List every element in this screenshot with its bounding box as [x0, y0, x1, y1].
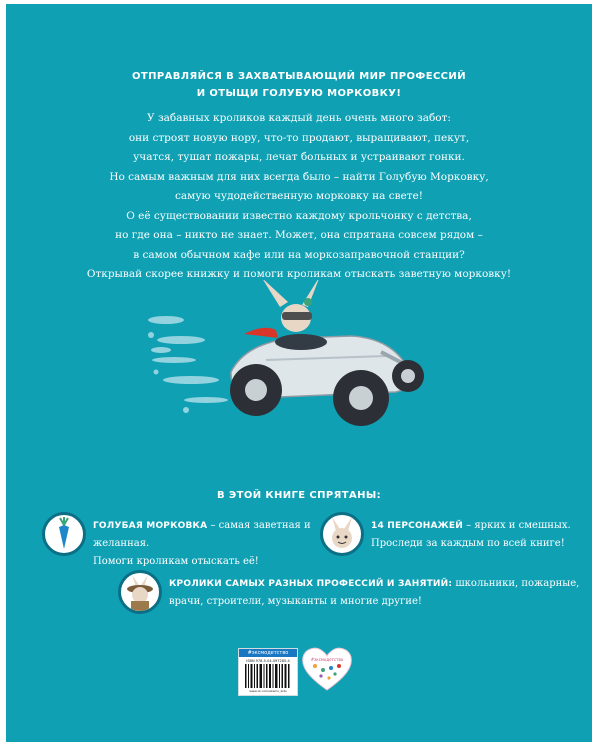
- back-cover: [6, 4, 592, 742]
- headline-line-2: И ОТЫЩИ ГОЛУБУЮ МОРКОВКУ!: [196, 88, 402, 99]
- isbn-text: ISBN 978-5-04-097285-4: [246, 659, 290, 663]
- feature-carrot: [93, 517, 328, 571]
- feature-carrot-line1: [93, 517, 328, 553]
- feature-carrot-text: – самая заветная и желанная.: [93, 520, 311, 549]
- headline-line-1: ОТПРАВЛЯЙСЯ В ЗАХВАТЫВАЮЩИЙ МИР ПРОФЕССИЙ: [132, 71, 466, 82]
- feature-carrot-highlight: ГОЛУБАЯ МОРКОВКА: [93, 521, 208, 531]
- feature-characters: [371, 517, 596, 553]
- intro-line: У забавных кроликов каждый день очень много забот:: [147, 112, 451, 124]
- speed-trails: [148, 316, 228, 413]
- feature-characters-highlight: 14 ПЕРСОНАЖЕЙ: [371, 521, 463, 531]
- blue-carrot-icon: [42, 512, 86, 556]
- vk-link-text: www.vk.com/eksmo_kids: [249, 689, 287, 693]
- intro-line: самую чудодейственную морковку на свете!: [175, 190, 423, 202]
- barcode-icon: [245, 664, 291, 688]
- race-car-illustration: [146, 280, 436, 450]
- publisher-logo: #эксмодетство: [239, 649, 297, 657]
- intro-line: Но самым важным для них всегда было – найти Голубую Морковку,: [109, 170, 489, 183]
- intro-line: Открывай скорее книжку и помоги кроликам отыскать заветную морковку!: [86, 268, 512, 280]
- hidden-items-title: В ЭТОЙ КНИГЕ СПРЯТАНЫ:: [216, 490, 382, 501]
- feature-characters-line1: [371, 517, 596, 535]
- feature-characters-text: – ярких и смешных.: [463, 520, 571, 531]
- intro-paragraph: [6, 109, 592, 285]
- intro-line: учатся, тушат пожары, лечат больных и устраивают гонки.: [133, 151, 465, 163]
- feature-professions-text: школьники, пожарные,: [452, 578, 580, 589]
- feature-professions-highlight: КРОЛИКИ САМЫХ РАЗНЫХ ПРОФЕССИЙ И ЗАНЯТИЙ:: [169, 579, 453, 589]
- feature-characters-line2: Проследи за каждым по всей книге!: [371, 538, 565, 549]
- intro-line: они строят новую нору, что-то продают, выращивают, пекут,: [128, 131, 470, 144]
- feature-professions-line1: [169, 575, 584, 593]
- intro-line: О её существовании известно каждому крольчонку с детства,: [126, 209, 472, 222]
- feature-professions: [169, 575, 584, 611]
- feature-carrot-line2: Помоги кроликам отыскать её!: [93, 556, 259, 567]
- feature-professions-line2: врачи, строители, музыканты и многие другие!: [169, 596, 422, 607]
- barcode-block: [238, 648, 298, 696]
- headline: [6, 68, 592, 102]
- rabbit-explorer-icon: [118, 570, 162, 614]
- rabbit-face-icon: [320, 512, 364, 556]
- intro-line: но где она – никто не знает. Может, она спрятана совсем рядом –: [115, 229, 483, 241]
- heart-badge-icon: [299, 644, 355, 694]
- heart-badge-text: #эксмодетство: [310, 657, 344, 662]
- intro-line: в самом обычном кафе или на моркозаправочной станции?: [133, 248, 465, 261]
